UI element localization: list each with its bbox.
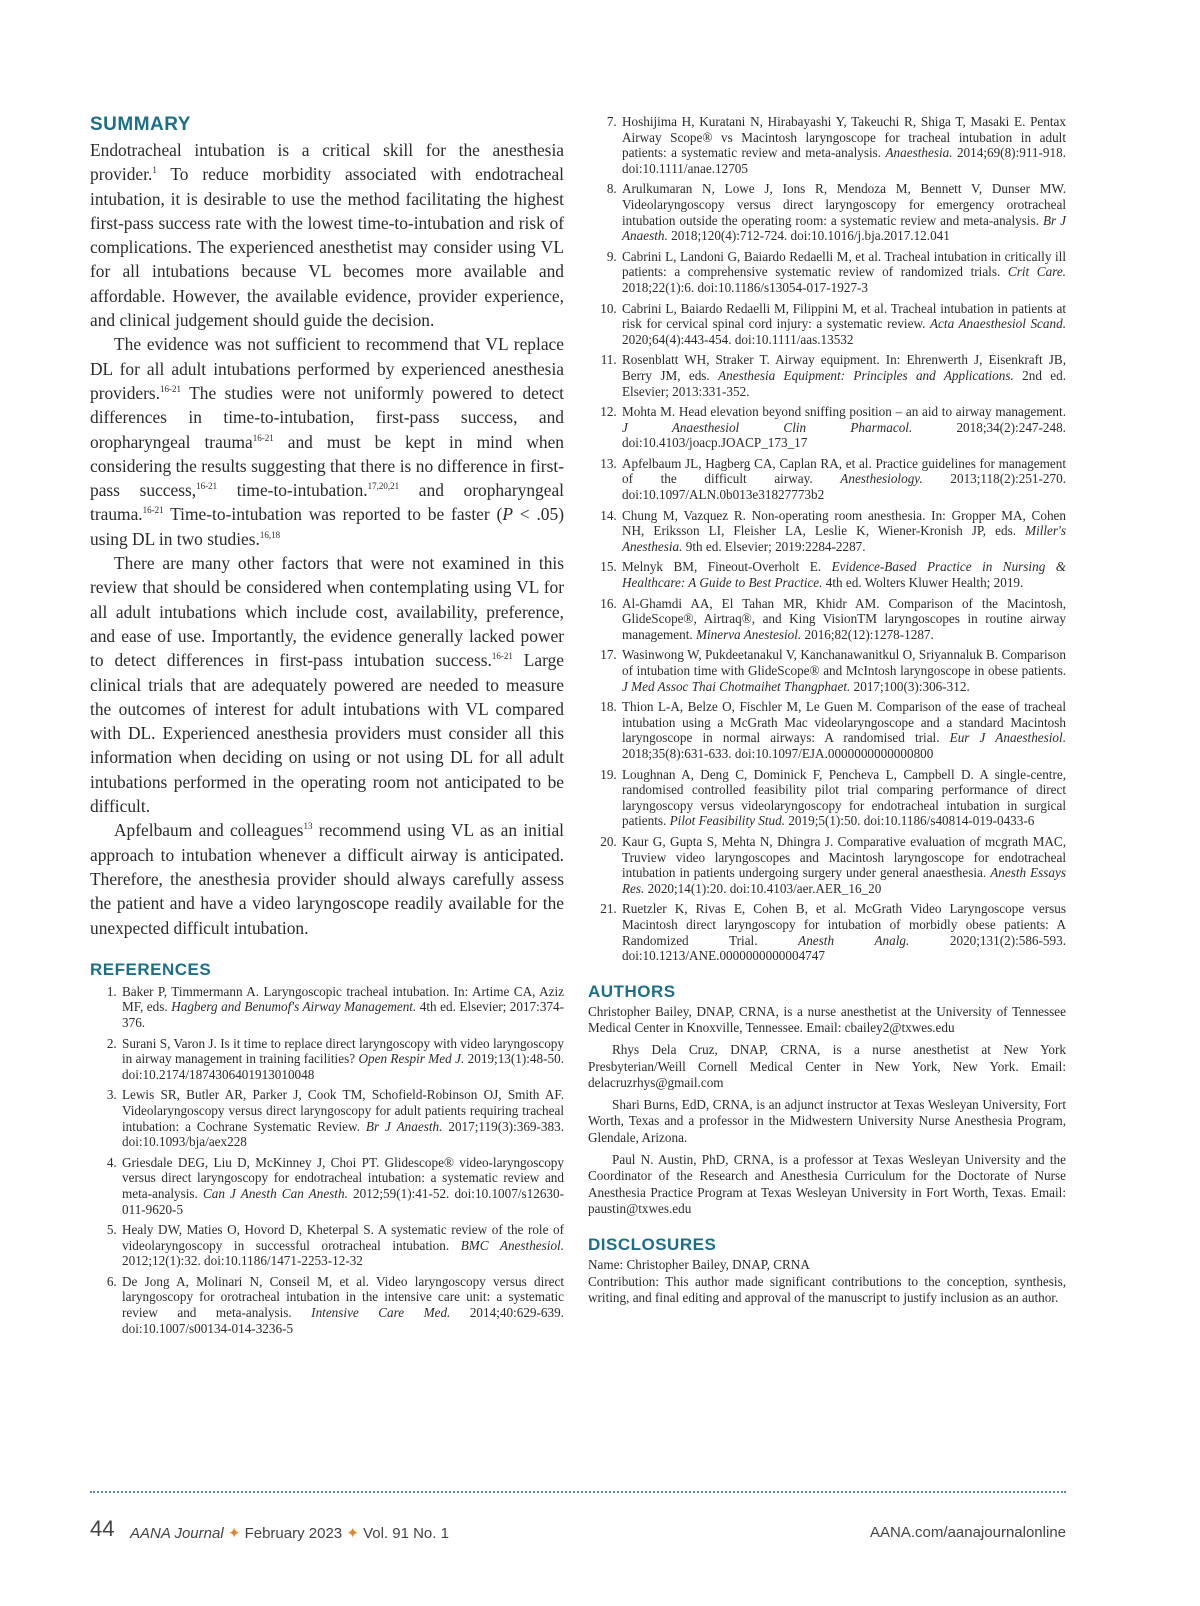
text: 2018;34(2):247-248. doi:10.4103/joacp.JOACP_173_17 <box>622 419 1066 451</box>
diamond-icon: ✦ <box>227 1525 241 1542</box>
text: 2018;120(4):712-724. doi:10.1016/j.bja.2017.12.041 <box>667 228 950 244</box>
text: Ruetzler K, Rivas E, Cohen B, et al. McGrath Video Laryngoscope versus Macintosh direct laryngoscopy for intubation of morbidly obese patients: A Randomized Trial. <box>622 901 1066 948</box>
disclosures-section <box>588 1235 1066 1306</box>
text: 2014;40:629-639. doi:10.1007/s00134-014-3236-5 <box>122 1305 564 1336</box>
disclosure-name: Name: Christopher Bailey, DNAP, CRNA <box>588 1257 810 1273</box>
text: Anesth Essays Res. <box>622 865 1066 896</box>
text: Wasinwong W, Pukdeetanakul V, Kanchanawanitkul O, Sriyannaluk B. Comparison of intubation time with GlideScope® and McIntosh laryngoscope in obese patients. <box>622 647 1066 678</box>
reference-item <box>620 456 1066 503</box>
text: Melnyk BM, Fineout-Overholt E. <box>622 559 832 575</box>
text: Griesdale DEG, Liu D, McKinney J, Choi PT. Glidescope® video-laryngoscopy versus direct laryngoscopy for endotracheal intubation: a systematic review and meta-analysis. <box>122 1154 564 1201</box>
disclosures-heading: DISCLOSURES <box>588 1235 717 1255</box>
text: Hagberg and Benumof's Airway Management. <box>171 999 417 1015</box>
reference-item <box>620 767 1066 829</box>
authors-section <box>588 982 1066 1218</box>
reference-list <box>588 114 1066 964</box>
author-bio: Rhys Dela Cruz, DNAP, CRNA, is a nurse anesthetist at New York Presbyterian/Weill Cornell Medical Center in New York, New York. Email: delacruzrhys@gmail.com <box>588 1042 1066 1090</box>
text: Br J Anaesth. <box>365 1118 443 1134</box>
text: Arulkumaran N, Lowe J, Ions R, Mendoza M, Bennett V, Dunser MW. Videolaryngoscopy versus direct laryngoscopy for emergency orotracheal intubation outside the operating room: a systematic review and meta-analysis. <box>622 181 1066 228</box>
text: 2012;59(1):41-52. doi:10.1007/s12630-011-9620-5 <box>122 1185 564 1217</box>
text: J Med Assoc Thai Chotmaihet Thangphaet. <box>622 678 851 694</box>
text: The evidence was not sufficient to recommend that VL replace DL for all adult intubations performed by experienced anesthesia providers. <box>90 334 564 403</box>
reference-item <box>620 352 1066 399</box>
reference-item <box>120 1222 564 1269</box>
text: Intensive Care Med. <box>311 1305 451 1321</box>
citation: 16-21 <box>160 383 182 394</box>
text: Eur J Anaesthesiol. <box>949 730 1066 746</box>
disclosure-contribution: Contribution: This author made significant contributions to the conception, synthesis, writing, and final editing and approval of the manuscript to justify inclusion as an author. <box>588 1273 1066 1305</box>
text: Br J Anaesth. <box>622 212 1066 244</box>
text: Healy DW, Maties O, Hovord D, Kheterpal S. A systematic review of the role of videolaryngoscopy in successful orotracheal intubation. <box>122 1222 564 1253</box>
citation: 16-21 <box>196 481 218 492</box>
text: 2014;69(8):911-918. doi:10.1111/anae.12705 <box>622 145 1066 176</box>
reference-item <box>120 1155 564 1217</box>
author-bio: Shari Burns, EdD, CRNA, is an adjunct instructor at Texas Wesleyan University, Fort Worth, Texas and a professor in the Midwestern University Nurse Anesthesia Program, Glendale, Arizona. <box>588 1097 1066 1145</box>
citation: 16-21 <box>142 505 164 516</box>
reference-item <box>120 1274 564 1336</box>
text: Pilot Feasibility Stud. <box>669 813 786 829</box>
summary-paragraph <box>90 138 564 332</box>
references-heading: REFERENCES <box>90 959 212 979</box>
text: There are many other factors that were not examined in this review that should be considered when contemplating using VL for all adult intubations which include cost, availability, preference, and ease of use. Importantly, the evidence generally lacked power to detect differences in first-pass intubation success. <box>90 553 564 671</box>
text: The studies were not uniformly powered to detect differences in time-to-intubation, first-pass success, and oropharyngeal trauma <box>90 382 564 452</box>
text: Anesthesia Equipment: Principles and Applications. <box>718 367 1014 383</box>
text: 9th ed. Elsevier; 2019:2284-2287. <box>682 538 866 554</box>
right-column <box>588 114 1066 1306</box>
citation: 13 <box>303 821 313 832</box>
summary-section <box>90 114 564 940</box>
reference-item <box>620 834 1066 896</box>
text: Evidence-Based Practice in Nursing & Healthcare: A Guide to Best Practice. <box>622 559 1066 591</box>
text: De Jong A, Molinari N, Conseil M, et al. Video laryngoscopy versus direct laryngoscopy for orotracheal intubation in the intensive care unit: a systematic review and meta-analysis. <box>122 1273 564 1321</box>
reference-item <box>620 404 1066 451</box>
reference-item <box>620 559 1066 590</box>
citation: 17,20,21 <box>367 481 400 492</box>
text: Can J Anesth Can Anesth. <box>202 1185 348 1201</box>
reference-item <box>620 114 1066 176</box>
reference-item <box>120 1036 564 1083</box>
reference-item <box>620 508 1066 555</box>
text: Open Respir Med J. <box>358 1051 465 1067</box>
reference-item <box>120 1087 564 1149</box>
reference-list <box>90 984 564 1336</box>
text: Endotracheal intubation is a critical skill for the anesthesia provider. <box>90 140 564 185</box>
left-column <box>90 114 564 1341</box>
summary-paragraph <box>90 818 564 939</box>
text: Thion L-A, Belze O, Fischler M, Le Guen M. Comparison of the ease of tracheal intubation using a McGrath Mac videolaryngoscope and a standard Macintosh laryngoscope in normal airways: A randomised trial. <box>622 699 1066 746</box>
text: 2017;100(3):306-312. <box>850 678 970 694</box>
reference-item <box>620 596 1066 643</box>
text: Hoshijima H, Kuratani N, Hirabayashi Y, Takeuchi R, Shiga T, Masaki E. Pentax Airway Scope® vs Macintosh laryngoscope for tracheal intubation in adult patients: a systematic review and meta-analysis. <box>622 114 1066 161</box>
text: Apfelbaum and colleagues <box>114 820 304 841</box>
page-footer <box>90 1516 1066 1548</box>
text: 4th ed. Wolters Kluwer Health; 2019. <box>822 575 1024 591</box>
journal-url[interactable]: AANA.com/aanajournalonline <box>870 1524 1066 1541</box>
text: Baker P, Timmermann A. Laryngoscopic tracheal intubation. In: Artime CA, Aziz MF, eds. <box>122 983 564 1015</box>
citation: 16-21 <box>491 651 513 662</box>
text: Mohta M. Head elevation beyond sniffing position – an aid to airway management. <box>622 404 1066 420</box>
text: Lewis SR, Butler AR, Parker J, Cook TM, Schofield-Robinson OJ, Smith AF. Videolaryngoscopy versus direct laryngoscopy for adult patients requiring tracheal intubation: a Cochrane Systematic Review. <box>122 1087 564 1134</box>
text: Crit Care. <box>1007 264 1066 280</box>
text: Cabrini L, Landoni G, Baiardo Redaelli M, et al. Tracheal intubation in critically ill patients: a comprehensive systematic review of randomized trials. <box>622 248 1066 280</box>
citation: 1 <box>152 165 157 176</box>
text: Apfelbaum JL, Hagberg CA, Caplan RA, et al. Practice guidelines for management of the difficult airway. <box>622 455 1066 487</box>
text: Miller's Anesthesia. <box>622 523 1066 554</box>
text: Al-Ghamdi AA, El Tahan MR, Khidr AM. Comparison of the Macintosh, GlideScope®, Airtraq®, and King VisionTM laryngoscopes in routine airway management. <box>622 595 1066 642</box>
author-bio: Christopher Bailey, DNAP, CRNA, is a nurse anesthetist at the University of Tennessee Medical Center in Knoxville, Tennessee. Email: cbailey2@txwes.edu <box>588 1003 1066 1035</box>
text: Kaur G, Gupta S, Mehta N, Dhingra J. Comparative evaluation of mcgrath MAC, Truview video laryngoscopes and Macintosh laryngoscope for endotracheal intubation in patients undergoing surgery under general anaesthesia. <box>622 833 1066 881</box>
text: Anaesthesia. <box>885 145 953 161</box>
text: Time-to-intubation was reported to be faster ( <box>163 504 503 525</box>
text: 2013;118(2):251-270. doi:10.1097/ALN.0b013e31827773b2 <box>622 471 1067 503</box>
journal-name: AANA Journal <box>130 1525 224 1542</box>
text: time-to-intubation. <box>217 480 368 501</box>
text: Minerva Anestesiol. <box>695 626 802 642</box>
text: 2018;22(1):6. doi:10.1186/s13054-017-1927-3 <box>622 279 869 295</box>
text: Acta Anaesthesiol Scand. <box>930 316 1066 332</box>
summary-heading: SUMMARY <box>90 114 191 135</box>
text: 2019;5(1):50. doi:10.1186/s40814-019-0433-6 <box>785 813 1035 829</box>
summary-paragraph <box>90 332 564 551</box>
issue-date: February 2023 <box>244 1525 343 1542</box>
authors-heading: AUTHORS <box>588 981 676 1001</box>
text: 2020;131(2):586-593. doi:10.1213/ANE.0000000000004747 <box>622 932 1066 964</box>
text: P <box>502 504 513 525</box>
text: 2018;35(8):631-633. doi:10.1097/EJA.0000000000000800 <box>622 745 934 761</box>
text: J Anaesthesiol Clin Pharmacol. <box>622 419 913 435</box>
page-number: 44 <box>90 1516 115 1541</box>
diamond-icon: ✦ <box>346 1525 359 1542</box>
reference-item <box>620 699 1066 761</box>
text: Large clinical trials that are adequately powered are needed to measure the outcomes of interest for adult intubations with VL compared with DL. Experienced anesthesia providers must consider all this information when deciding on using or not using DL for all adult intubations performed in the operating room not anticipated to be difficult. <box>90 650 564 817</box>
text: and must be kept in mind when considering the results suggesting that there is no difference in first-pass success, <box>90 431 564 501</box>
text: Cabrini L, Baiardo Redaelli M, Filippini M, et al. Tracheal intubation in patients at risk for cervical spinal cord injury: a systematic review. <box>622 300 1066 332</box>
text: Surani S, Varon J. Is it time to replace direct laryngoscopy with video laryngoscopy in airway management in training facilities? <box>122 1035 564 1067</box>
reference-item <box>620 249 1066 296</box>
text: 2012;12(1):32. doi:10.1186/1471-2253-12-32 <box>122 1253 363 1269</box>
text: 2017;119(3):369-383. doi:10.1093/bja/aex228 <box>122 1118 564 1150</box>
text: and oropharyngeal trauma. <box>90 480 564 525</box>
footer-divider <box>90 1491 1066 1493</box>
text: 2020;14(1):20. doi:10.4103/aer.AER_16_20 <box>644 880 882 896</box>
reference-item <box>620 181 1066 243</box>
author-bio: Paul N. Austin, PhD, CRNA, is a professor at Texas Wesleyan University and the Coordinator of the Research and Anesthesia Curriculum for the Doctorate of Nurse Anesthesia Practice Program at Texas Wesleyan University in Fort Worth, Texas. Email: paustin@txwes.edu <box>588 1152 1066 1216</box>
text: Anesthesiology. <box>840 471 923 487</box>
reference-item <box>620 901 1066 963</box>
text: To reduce morbidity associated with endotracheal intubation, it is desirable to use the method facilitating the highest first-pass success rate with the lowest time-to-intubation and risk of complications. The experienced anesthetist may consider using VL for all intubations because VL becomes more available and affordable. However, the available evidence, provider experience, and clinical judgement should guide the decision. <box>90 164 564 331</box>
text: BMC Anesthesiol. <box>460 1237 564 1253</box>
text: 2nd ed. Elsevier; 2013:331-352. <box>622 367 1067 399</box>
journal-info <box>130 1524 449 1542</box>
reference-item <box>620 647 1066 694</box>
reference-item <box>120 984 564 1031</box>
summary-paragraph <box>90 551 564 818</box>
citation: 16-21 <box>252 432 274 443</box>
text: Rosenblatt WH, Straker T. Airway equipment. In: Ehrenwerth J, Eisenkraft JB, Berry JM, eds. <box>622 352 1066 383</box>
text: 2016;82(12):1278-1287. <box>801 626 934 642</box>
citation: 16,18 <box>259 529 281 540</box>
volume-number: Vol. 91 No. 1 <box>363 1525 449 1542</box>
text: recommend using VL as an initial approach to intubation whenever a difficult airway is anticipated. Therefore, the anesthesia provider should always carefully assess the patient and have a video laryngoscope readily available for the unexpected difficult intubation. <box>90 820 564 938</box>
text: 4th ed. Elsevier; 2017:374-376. <box>122 999 564 1030</box>
reference-item <box>620 301 1066 348</box>
text: Anesth Analg. <box>798 932 910 948</box>
text: Chung M, Vazquez R. Non-operating room anesthesia. In: Gropper MA, Cohen NH, Eriksson LI, Fleisher LA, Leslie K, Wiener-Kronish JP, eds. <box>622 507 1066 539</box>
text: 2019;13(1):48-50. doi:10.2174/1874306401913010048 <box>122 1051 564 1082</box>
text: < .05) using DL in two studies. <box>90 504 564 549</box>
text: 2020;64(4):443-454. doi:10.1111/aas.13532 <box>622 331 854 347</box>
text: Loughnan A, Deng C, Dominick F, Pencheva L, Campbell D. A single-centre, randomised controlled feasibility pilot trial comparing performance of direct laryngoscopy versus videolaryngoscopy for endotracheal intubation in surgical patients. <box>622 766 1066 829</box>
